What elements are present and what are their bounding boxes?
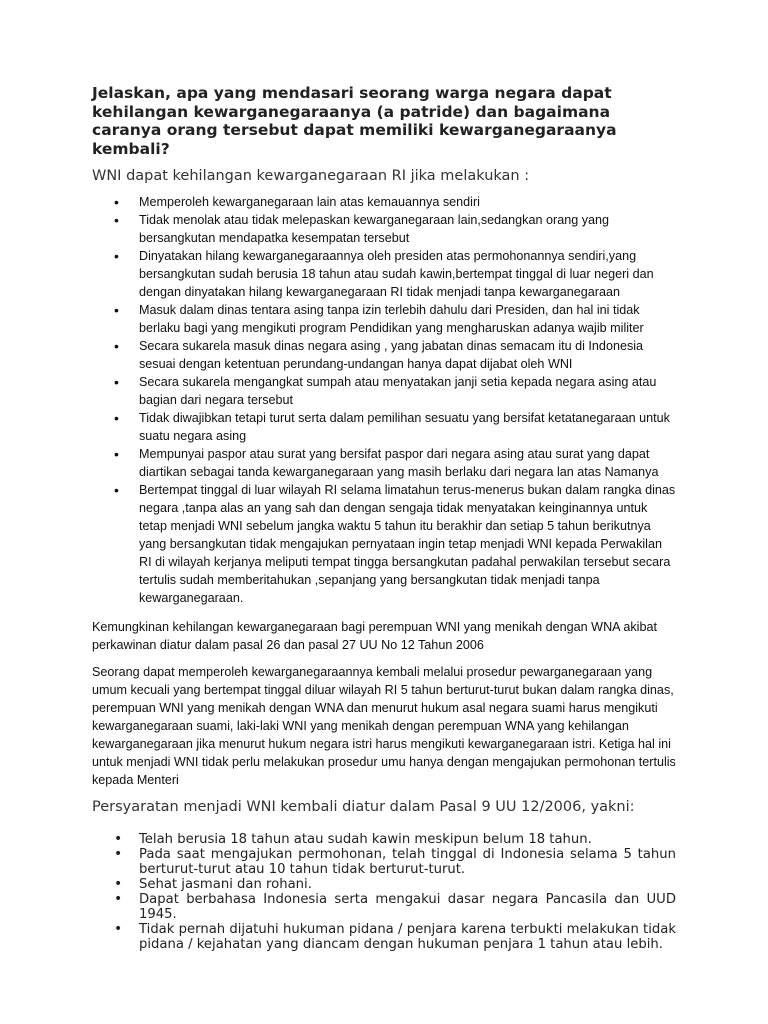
list-item: • Tidak menolak atau tidak melepaskan kewarganegaraan lain,sedangkan orang yang bersangkutan mendapatka kesempatan tersebut xyxy=(92,211,676,247)
requirements-list xyxy=(92,832,676,952)
reasons-list xyxy=(92,193,676,607)
list-item: • Pada saat mengajukan permohonan, telah tinggal di Indonesia selama 5 tahun berturut-turut atau 10 tahun tidak berturut-turut. xyxy=(92,847,676,877)
list-item: • Tidak pernah dijatuhi hukuman pidana / penjara karena terbukti melakukan tidak pidana / kejahatan yang diancam dengan hukuman penjara 1 tahun atau lebih. xyxy=(92,922,676,952)
list-item: • Telah berusia 18 tahun atau sudah kawin meskipun belum 18 tahun. xyxy=(92,832,676,847)
requirements-intro: Persyaratan menjadi WNI kembali diatur dalam Pasal 9 UU 12/2006, yakni: xyxy=(92,799,635,815)
list-item: • Secara sukarela mengangkat sumpah atau menyatakan janji setia kepada negara asing atau bagian dari negara tersebut xyxy=(92,373,676,409)
list-item: • Sehat jasmani dan rohani. xyxy=(92,877,676,892)
question-heading: Jelaskan, apa yang mendasari seorang warga negara dapat kehilangan kewarganegaraanya (a patride) dan bagaimana caranya orang tersebut dapat memiliki kewarganegaraanya kembali? xyxy=(92,84,617,158)
list-item: • Mempunyai paspor atau surat yang bersifat paspor dari negara asing atau surat yang dapat diartikan sebagai tanda kewarganegaraan yang masih berlaku dari negara lan atas Namanya xyxy=(92,445,676,481)
list-item: • Bertempat tinggal di luar wilayah RI selama limatahun terus-menerus bukan dalam rangka dinas negara ,tanpa alas an yang sah dan dengan sengaja tidak menyatakan keinginannya untuk tetap menjadi WNI sebelum jangka waktu 5 tahun itu berakhir dan setiap 5 tahun berikutnya yang bersangkutan tidak mengajukan pernyataan ingin tetap menjadi WNI kepada Perwakilan RI di wilayah kerjanya meliputi tempat tingga bersangkutan padahal perwakilan tersebut secara tertulis sudah memberitahukan ,sepanjang yang bersangkutan tidak menjadi tanpa kewarganegaraan. xyxy=(92,481,676,607)
list-item: • Secara sukarela masuk dinas negara asing , yang jabatan dinas semacam itu di Indonesia sesuai dengan ketentuan perundang-undangan hanya dapat dijabat oleh WNI xyxy=(92,337,676,373)
intro-text: WNI dapat kehilangan kewarganegaraan RI jika melakukan : xyxy=(92,168,530,184)
list-item: • Memperoleh kewarganegaraan lain atas kemauannya sendiri xyxy=(92,193,676,211)
list-item: • Dinyatakan hilang kewarganegaraannya oleh presiden atas permohonannya sendiri,yang bersangkutan sudah berusia 18 tahun atau sudah kawin,bertempat tinggal di luar negeri dan dengan dinyatakan hilang kewarganegaraan RI tidak menjadi tanpa kewarganegaraan xyxy=(92,247,676,301)
paragraph-regain: Seorang dapat memperoleh kewarganegaraannya kembali melalui prosedur pewarganegaraan yang umum kecuali yang bertempat tinggal diluar wilayah RI 5 tahun berturut-turut bukan dalam rangka dinas, perempuan WNI yang menikah dengan WNA dan menurut hukum asal negara suami harus mengikuti kewarganegaraan suami, laki-laki WNI yang menikah dengan perempuan WNA yang kehilangan kewarganegaraan jika menurut hukum negara istri harus mengikuti kewarganegaraan istri. Ketiga hal ini untuk menjadi WNI tidak perlu melakukan prosedur umu hanya dengan mengajukan permohonan tertulis kepada Menteri xyxy=(92,665,676,787)
paragraph-marriage: Kemungkinan kehilangan kewarganegaraan bagi perempuan WNI yang menikah dengan WNA akibat perkawinan diatur dalam pasal 26 dan pasal 27 UU No 12 Tahun 2006 xyxy=(92,620,657,652)
list-item: • Tidak diwajibkan tetapi turut serta dalam pemilihan sesuatu yang bersifat ketatanegaraan untuk suatu negara asing xyxy=(92,409,676,445)
list-item: • Masuk dalam dinas tentara asing tanpa izin terlebih dahulu dari Presiden, dan hal ini tidak berlaku bagi yang mengikuti program Pendidikan yang mengharuskan adanya wajib militer xyxy=(92,301,676,337)
list-item: • Dapat berbahasa Indonesia serta mengakui dasar negara Pancasila dan UUD 1945. xyxy=(92,892,676,922)
